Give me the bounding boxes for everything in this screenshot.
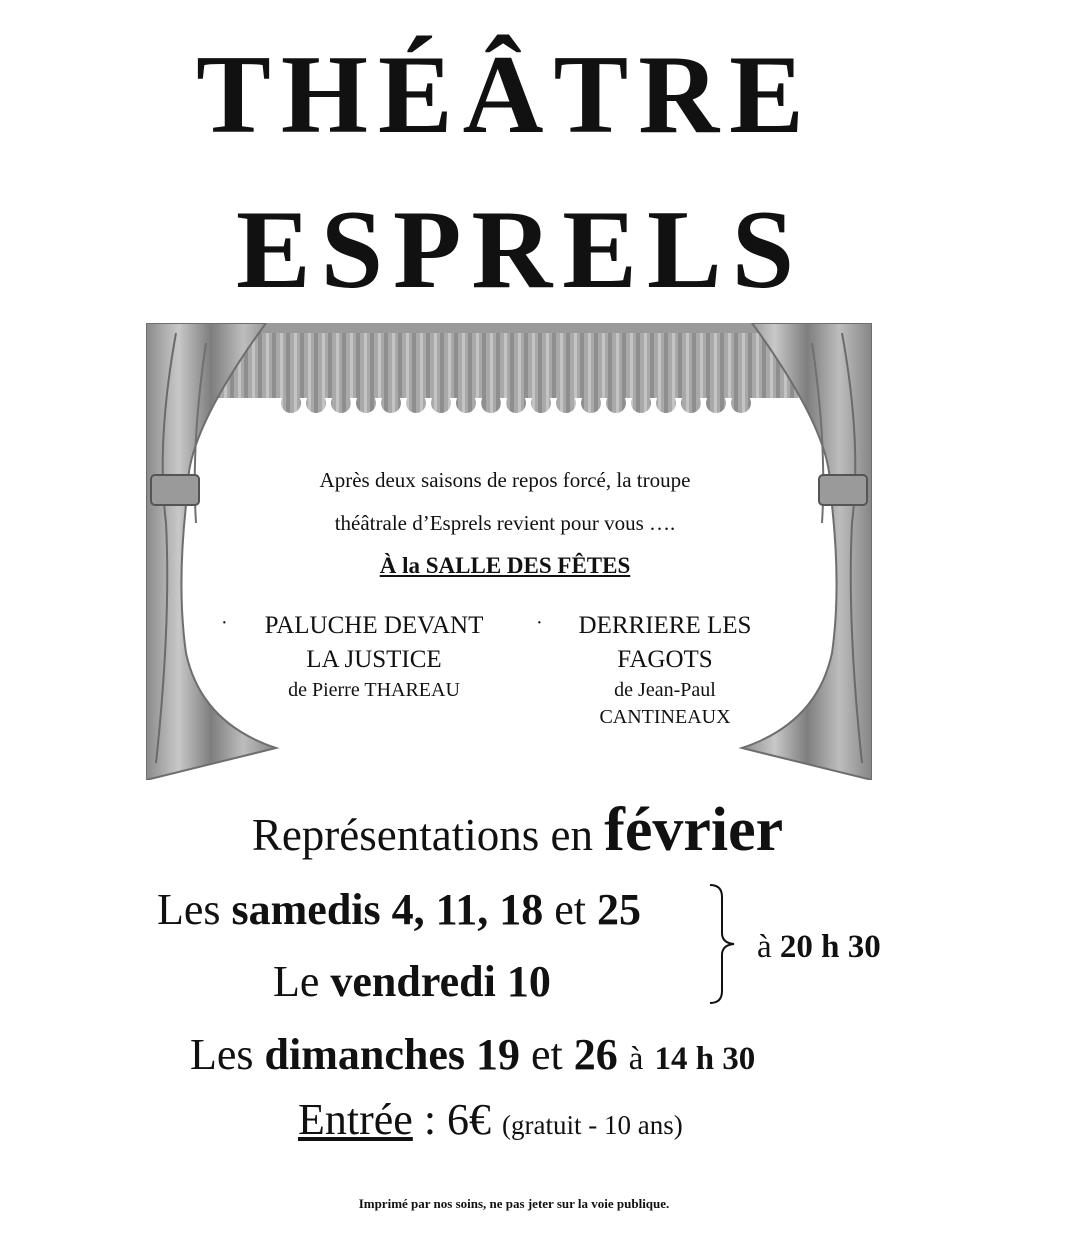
saturdays-date: 18 [499, 885, 544, 934]
bullet-icon: · [536, 612, 543, 634]
entry-note: (gratuit - 10 ans) [502, 1110, 683, 1140]
saturdays-dates: samedis 4, [231, 885, 425, 934]
sundays-date: 26 [573, 1030, 618, 1079]
sundays-et: et [531, 1030, 563, 1079]
entry-price: 6€ [447, 1095, 492, 1144]
venue-label: À la SALLE DES FÊTES [379, 553, 631, 578]
performances-month: février [604, 796, 784, 864]
sundays-date: dimanches 19 [264, 1030, 521, 1079]
sundays-prefix: Les [190, 1030, 254, 1079]
title-esprels: ESPRELS [236, 188, 804, 312]
right-brace-icon [706, 883, 740, 1005]
friday-prefix: Le [273, 957, 320, 1006]
entry-price-line [298, 1092, 683, 1153]
play-derriere-les-fagots [555, 609, 775, 731]
saturdays-et: et [554, 885, 586, 934]
saturdays-date: 11, [435, 885, 489, 934]
play-author: de Jean-Paul [614, 679, 716, 701]
evening-time-value: 20 h 30 [779, 929, 881, 965]
play-author: de Pierre THAREAU [288, 679, 460, 701]
play-title-line: PALUCHE DEVANT [264, 612, 484, 639]
play-title-line: FAGOTS [617, 646, 713, 673]
performances-heading [0, 780, 1035, 885]
friday-line [273, 952, 551, 1012]
evening-a: à [757, 929, 772, 965]
bullet-icon: · [221, 612, 228, 634]
footer-note: Imprimé par nos soins, ne pas jeter sur la voie publique. [358, 1196, 670, 1211]
saturdays-line [157, 880, 641, 940]
play-title-line: DERRIERE LES [578, 612, 752, 639]
intro-line-2: théâtrale d’Esprels revient pour vous …. [334, 511, 676, 535]
play-title-line: LA JUSTICE [306, 646, 442, 673]
friday-date: vendredi 10 [330, 957, 551, 1006]
intro-line-1: Après deux saisons de repos forcé, la troupe [319, 468, 691, 492]
play-paluche [240, 609, 508, 704]
sundays-line [190, 1025, 755, 1089]
sundays-time: 14 h 30 [654, 1041, 756, 1077]
sundays-a: à [628, 1041, 644, 1077]
play-author: CANTINEAUX [599, 706, 731, 728]
saturdays-prefix: Les [157, 885, 221, 934]
evening-time [757, 925, 881, 969]
performances-prefix: Représentations en [251, 810, 593, 860]
saturdays-date: 25 [597, 885, 641, 934]
entry-label: Entrée [298, 1095, 413, 1144]
entry-separator: : [423, 1095, 437, 1144]
title-theatre: THÉÂTRE [196, 33, 814, 157]
